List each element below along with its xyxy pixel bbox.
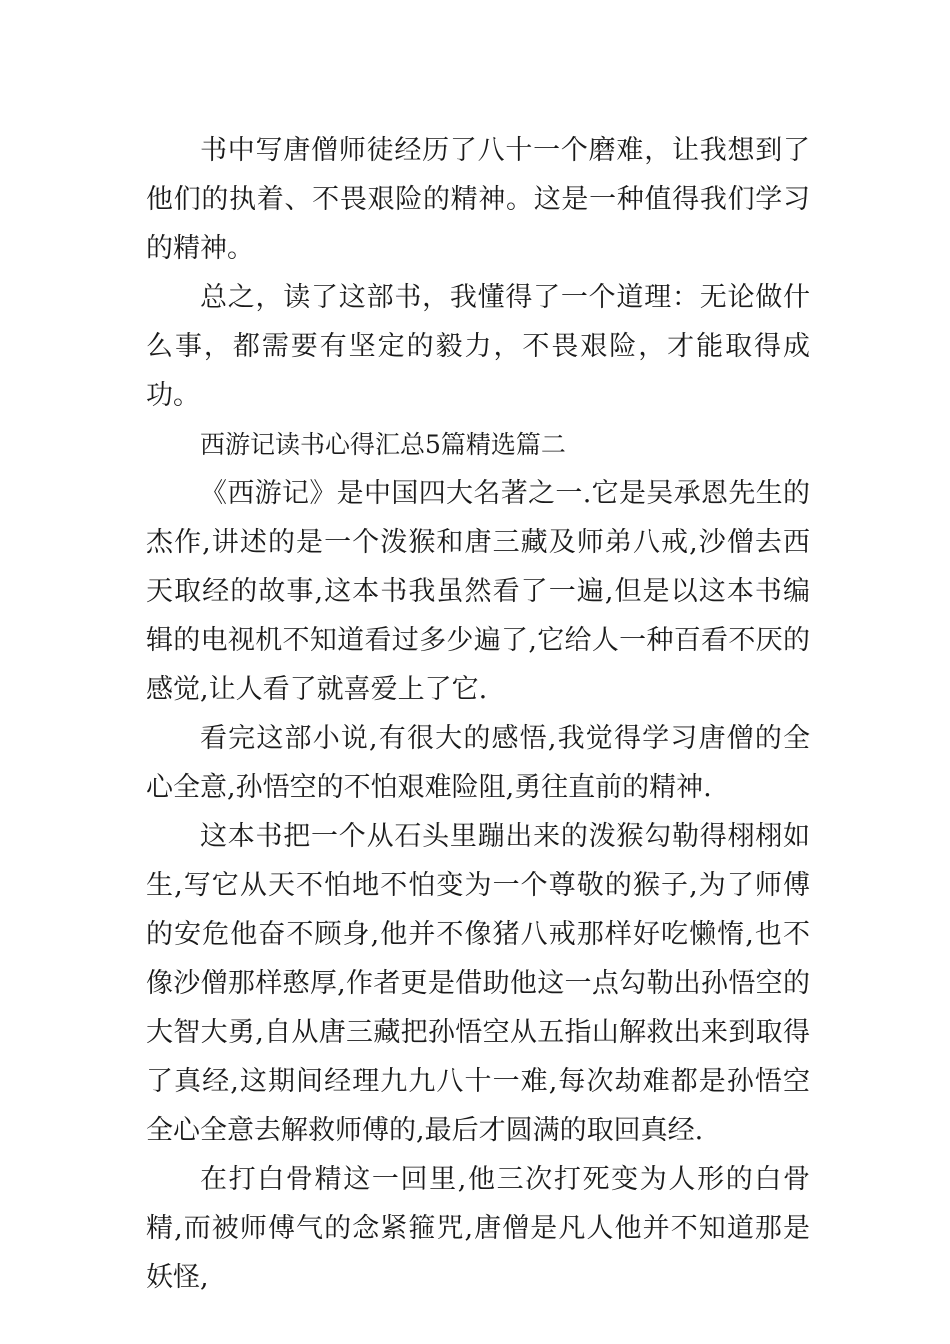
section-heading: 西游记读书心得汇总5篇精选篇二 [200,430,566,459]
paragraph-reflection: 看完这部小说,有很大的感悟,我觉得学习唐僧的全心全意,孙悟空的不怕艰难险阻,勇往直前的精神. [146,723,810,803]
paragraph-hardships: 书中写唐僧师徒经历了八十一个磨难，让我想到了他们的执着、不畏艰险的精神。这是一种值得我们学习的精神。 [146,135,810,264]
paragraph-introduction: 《西游记》是中国四大名著之一.它是吴承恩先生的杰作,讲述的是一个泼猴和唐三藏及师弟八戒,沙僧去西天取经的故事,这本书我虽然看了一遍,但是以这本书编辑的电视机不知道看过多少遍了,它给人一种百看不厌的感觉,让人看了就喜爱上了它. [146,478,810,705]
paragraph-monkey-king: 这本书把一个从石头里蹦出来的泼猴勾勒得栩栩如生,写它从天不怕地不怕变为一个尊敬的猴子,为了师傅的安危他奋不顾身,他并不像猪八戒那样好吃懒惰,也不像沙僧那样憨厚,作者更是借助他这一点勾勒出孙悟空的大智大勇,自从唐三藏把孙悟空从五指山解救出来到取得了真经,这期间经理九九八十一难,每次劫难都是孙悟空全心全意去解救师傅的,最后才圆满的取回真经. [146,821,810,1146]
document-body [146,126,810,1302]
paragraph-conclusion: 总之，读了这部书，我懂得了一个道理：无论做什么事，都需要有坚定的毅力，不畏艰险，才能取得成功。 [146,282,810,411]
paragraph-white-bone-demon: 在打白骨精这一回里,他三次打死变为人形的白骨精,而被师傅气的念紧箍咒,唐僧是凡人他并不知道那是妖怪, [146,1164,810,1293]
